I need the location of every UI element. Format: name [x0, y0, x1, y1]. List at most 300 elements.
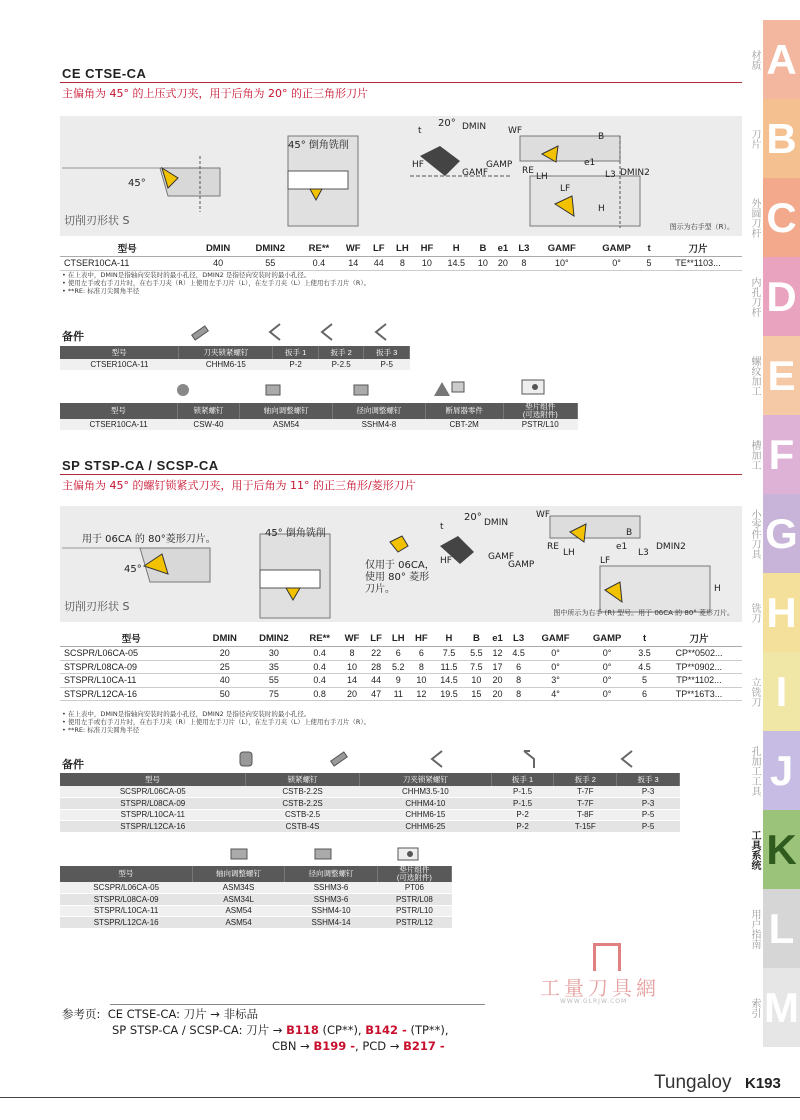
section1-diagram	[60, 116, 742, 236]
table-cell: 75	[247, 687, 301, 701]
dim-h: H	[598, 204, 605, 214]
table-row	[60, 674, 742, 688]
table-cell: CP**0502...	[656, 647, 742, 661]
angle-20-label: 20°	[438, 118, 456, 129]
tab-label: 螺纹加工	[749, 356, 760, 396]
table-cell: CSTB-2.2S	[246, 786, 360, 798]
table-row	[60, 660, 742, 674]
spec-header: e1	[493, 240, 514, 257]
table-cell: 4.5	[507, 647, 530, 661]
table-cell: CHHM6-25	[360, 821, 492, 833]
table-cell: P-2	[273, 359, 319, 371]
tab-letter: J	[763, 731, 800, 810]
dim-e1: e1	[616, 542, 628, 552]
table-cell: CTSER10CA-11	[60, 257, 195, 271]
dim-l3: L3	[638, 548, 649, 558]
table-cell: 12	[410, 687, 433, 701]
table-cell: 14.5	[433, 674, 465, 688]
spec-header: 刀片	[656, 630, 742, 647]
table-cell: P-5	[364, 359, 410, 371]
table-cell: 8	[507, 674, 530, 688]
angle-45-label: 45°	[124, 564, 142, 575]
spec-header: GAMF	[530, 630, 581, 647]
table-cell: 10	[410, 674, 433, 688]
section1-acc2-table	[60, 403, 578, 431]
table-cell: P-2.5	[318, 359, 364, 371]
table-cell: CTSER10CA-11	[60, 419, 177, 431]
table-row	[60, 647, 742, 661]
tab-b[interactable]	[744, 99, 800, 178]
tab-letter: M	[763, 968, 800, 1047]
reference-line3-mid: , PCD →	[355, 1039, 404, 1053]
acc2-header: 型号	[60, 866, 192, 882]
dim-dmin: DMIN	[462, 122, 487, 132]
table-cell: 0°	[530, 647, 581, 661]
table-cell: T-15F	[554, 821, 617, 833]
tab-e[interactable]	[744, 336, 800, 415]
spec-header: RE**	[301, 630, 339, 647]
table-row	[60, 786, 680, 798]
table-cell: T-7F	[554, 798, 617, 810]
table-cell: 0.4	[301, 660, 339, 674]
acc1-header: 刀夹锁紧螺钉	[360, 773, 492, 786]
acc1-header: 扳手 2	[554, 773, 617, 786]
table-cell: 14	[338, 674, 365, 688]
spec-header: GAMF	[535, 240, 589, 257]
table-cell: P-1.5	[491, 786, 554, 798]
tab-label: 索引	[749, 998, 760, 1018]
table-cell: 6	[387, 647, 410, 661]
tab-d[interactable]	[744, 257, 800, 336]
chipbreaker-icon	[432, 378, 466, 398]
table-cell: 0°	[581, 647, 633, 661]
table-cell: 20	[488, 687, 507, 701]
dim-l3: L3	[605, 170, 616, 180]
reference-line2-suffix: (TP**),	[406, 1023, 449, 1037]
footnote: • **RE: 标准刀尖圆角半径	[62, 726, 140, 734]
table-cell: 20	[338, 687, 365, 701]
acc1-header: 扳手 1	[273, 346, 319, 359]
table-cell: STSPR/L12CA-16	[60, 917, 192, 929]
chamfer-label: 45° 倒角铣削	[288, 140, 349, 151]
table-cell: 8	[410, 660, 433, 674]
reference-label: 参考页:	[62, 1007, 101, 1021]
reference-line3-prefix: CBN →	[272, 1039, 314, 1053]
link-b118[interactable]: B118	[286, 1023, 319, 1037]
table-cell: 5	[633, 674, 656, 688]
tab-label: 小零件刀具	[749, 509, 760, 559]
radial-screw-icon	[350, 380, 372, 400]
tab-i[interactable]	[744, 652, 800, 731]
reference-line2-prefix: SP STSP-CA / SCSP-CA: 刀片 →	[112, 1023, 287, 1037]
dim-hf: HF	[440, 556, 452, 566]
table-cell: 5.5	[465, 647, 488, 661]
table-cell: CHHM3.5-10	[360, 786, 492, 798]
table-cell: T-8F	[554, 809, 617, 821]
section1-footnotes	[62, 271, 370, 295]
table-cell: P-5	[617, 821, 680, 833]
shim-set-icon	[520, 378, 546, 398]
dim-t: t	[418, 126, 422, 136]
reference-line2-mid: (CP**),	[318, 1023, 366, 1037]
spec-header: RE**	[299, 240, 339, 257]
table-cell: PSTR/L10	[503, 419, 578, 431]
footnote: • 在上表中，DMIN是指轴向安装时的最小孔径，DMIN2 是指径向安装时的最小孔径。	[62, 710, 311, 718]
dim-wf: WF	[536, 510, 551, 520]
tab-a[interactable]	[744, 20, 800, 99]
shim-set-icon	[396, 846, 420, 862]
table-cell: 40	[195, 257, 242, 271]
tab-letter: H	[763, 573, 800, 652]
link-b142[interactable]: B142 -	[365, 1023, 407, 1037]
table-cell: 10	[473, 257, 492, 271]
table-cell: ASM54	[192, 917, 284, 929]
dim-wf: WF	[508, 126, 523, 136]
table-cell: SCSPR/L06CA-05	[60, 882, 192, 894]
wrench-2-icon	[318, 322, 336, 342]
table-cell: CHHM6-15	[360, 809, 492, 821]
section2-title: SP STSP-CA / SCSP-CA	[62, 458, 219, 473]
table-cell: STSPR/L10CA-11	[60, 905, 192, 917]
watermark-logo	[593, 943, 621, 971]
section2-caption: 切削刃形状 S	[64, 600, 130, 613]
table-cell: 10	[465, 674, 488, 688]
spec-header: 刀片	[654, 240, 742, 257]
footnote: • 在上表中，DMIN是指轴向安装时的最小孔径，DMIN2 是指径向安装时的最小孔径。	[62, 271, 311, 279]
table-cell: STSPR/L12CA-16	[60, 687, 203, 701]
dim-gamf: GAMF	[488, 552, 515, 562]
acc2-header: 径向调整螺钉	[285, 866, 377, 882]
tab-letter: F	[763, 415, 800, 494]
tab-label: 用户指南	[749, 909, 760, 949]
table-cell: STSPR/L08CA-09	[60, 660, 203, 674]
link-b199[interactable]: B199 -	[313, 1039, 356, 1053]
dim-lf: LF	[560, 184, 571, 194]
spec-header: e1	[488, 630, 507, 647]
spec-header: HF	[410, 630, 433, 647]
tab-letter: I	[763, 652, 800, 731]
tab-f[interactable]	[744, 415, 800, 494]
acc1-header: 扳手 3	[617, 773, 680, 786]
section2-footnotes	[62, 710, 370, 734]
acc2-header: 垫片组件 (可选附件)	[503, 403, 578, 419]
table-cell: 40	[203, 674, 247, 688]
dim-gamp: GAMP	[486, 160, 513, 170]
spec-header: GAMP	[581, 630, 633, 647]
table-cell: 8	[507, 687, 530, 701]
link-b217[interactable]: B217 -	[403, 1039, 445, 1053]
spec-header: t	[644, 240, 654, 257]
table-cell: 14	[339, 257, 368, 271]
table-row	[60, 821, 680, 833]
table-cell: 35	[247, 660, 301, 674]
table-cell: 10°	[535, 257, 589, 271]
table-row	[60, 257, 742, 271]
table-cell: TP**0902...	[656, 660, 742, 674]
table-cell: CTSER10CA-11	[60, 359, 179, 371]
section1-parts-label: 备件	[62, 330, 84, 343]
table-cell: P-3	[617, 786, 680, 798]
section2-parts-label: 备件	[62, 758, 84, 771]
table-row	[60, 809, 680, 821]
table-cell: TP**16T3...	[656, 687, 742, 701]
acc2-header: 轴向调整螺钉	[240, 403, 333, 419]
table-cell: 0°	[581, 674, 633, 688]
dim-lh: LH	[536, 172, 548, 182]
acc1-header: 型号	[60, 346, 179, 359]
section2-note: 图中所示为右手 (R) 型号。用于 06CA 的 80° 菱形刀片。	[553, 609, 734, 617]
spec-header: L3	[513, 240, 535, 257]
table-cell: CSTB-2.5	[246, 809, 360, 821]
table-cell: STSPR/L08CA-09	[60, 894, 192, 906]
section2-acc2-table	[60, 866, 452, 929]
table-cell: 0°	[581, 687, 633, 701]
table-cell: 7.5	[433, 647, 465, 661]
table-cell: 3°	[530, 674, 581, 688]
table-cell: ASM54	[192, 905, 284, 917]
angle-45-label: 45°	[128, 178, 146, 189]
table-cell: 47	[365, 687, 386, 701]
tab-h[interactable]	[744, 573, 800, 652]
table-cell: 55	[242, 257, 299, 271]
table-cell: P-1.5	[491, 798, 554, 810]
table-cell: STSPR/L10CA-11	[60, 809, 246, 821]
table-cell: T-7F	[554, 786, 617, 798]
dim-dmin: DMIN	[484, 518, 509, 528]
tab-l[interactable]	[744, 889, 800, 968]
angle-20-label: 20°	[464, 512, 482, 523]
table-cell: CHHM4-10	[360, 798, 492, 810]
table-row	[60, 905, 452, 917]
table-cell: 20	[488, 674, 507, 688]
footer-rule	[0, 1097, 800, 1098]
section1-note: 图示为右手型（R）。	[669, 223, 734, 231]
table-cell: CBT-2M	[425, 419, 503, 431]
tab-label: 外圆刀杆	[749, 198, 760, 238]
spec-header: H	[439, 240, 473, 257]
tab-k[interactable]	[744, 810, 800, 889]
table-cell: TP**1102...	[656, 674, 742, 688]
table-cell: SSHM3-6	[285, 882, 377, 894]
acc1-header: 扳手 3	[364, 346, 410, 359]
table-cell: 8	[390, 257, 415, 271]
table-cell: 0.4	[301, 674, 339, 688]
dim-gamp: GAMP	[508, 560, 535, 570]
table-cell: 25	[203, 660, 247, 674]
clamp-screw-icon	[190, 322, 212, 342]
tab-label: 立铣刀	[749, 677, 760, 707]
tab-g[interactable]	[744, 494, 800, 573]
table-cell: 44	[365, 674, 386, 688]
table-cell: CSTB-4S	[246, 821, 360, 833]
table-cell: 12	[488, 647, 507, 661]
table-cell: STSPR/L12CA-16	[60, 821, 246, 833]
table-cell: PSTR/L10	[377, 905, 451, 917]
acc2-header: 垫片组件 (可选附件)	[377, 866, 451, 882]
table-cell: TE**1103...	[654, 257, 742, 271]
table-cell: 19.5	[433, 687, 465, 701]
table-cell: SCSPR/L06CA-05	[60, 647, 203, 661]
table-cell: 5	[644, 257, 654, 271]
table-cell: 8	[338, 647, 365, 661]
chamfer-label: 45° 倒角铣削	[265, 528, 326, 539]
table-cell: 0.4	[301, 647, 339, 661]
acc2-header: 锁紧螺钉	[177, 403, 240, 419]
table-cell: 22	[365, 647, 386, 661]
tab-m[interactable]	[744, 968, 800, 1047]
spec-header-row	[60, 630, 742, 647]
table-cell: 30	[247, 647, 301, 661]
spec-header-row	[60, 240, 742, 257]
table-row	[60, 917, 452, 929]
wrench-3-icon	[618, 748, 636, 770]
table-cell: 5.2	[387, 660, 410, 674]
reference-rule	[110, 1004, 485, 1005]
table-cell: PSTR/L08	[377, 894, 451, 906]
spec-header: DMIN	[203, 630, 247, 647]
dim-dmin2: DMIN2	[620, 168, 650, 178]
table-cell: 15	[465, 687, 488, 701]
tab-label: 内孔刀杆	[749, 277, 760, 317]
tab-label: 工具系统	[749, 830, 760, 870]
table-cell: 4°	[530, 687, 581, 701]
table-cell: CSTB-2.2S	[246, 798, 360, 810]
table-cell: CSW-40	[177, 419, 240, 431]
table-cell: 4.5	[633, 660, 656, 674]
radial-screw-icon	[312, 846, 334, 862]
table-cell: 6	[633, 687, 656, 701]
table-cell: 55	[247, 674, 301, 688]
table-cell: 28	[365, 660, 386, 674]
table-cell: STSPR/L10CA-11	[60, 674, 203, 688]
tab-letter: E	[763, 336, 800, 415]
tab-letter: D	[763, 257, 800, 336]
table-cell: 20	[493, 257, 514, 271]
table-row	[60, 894, 452, 906]
dim-h: H	[714, 584, 721, 594]
spec-header: WF	[338, 630, 365, 647]
footnote: • **RE: 标准刀尖圆角半径	[62, 287, 140, 295]
spec-header: B	[473, 240, 492, 257]
section2-rule	[60, 474, 742, 475]
spec-header: LF	[368, 240, 391, 257]
table-row	[60, 419, 578, 431]
section2-diagram	[60, 506, 742, 622]
axial-screw-icon	[262, 380, 284, 400]
dim-b: B	[598, 132, 605, 142]
section2-spec-table	[60, 630, 742, 701]
acc1-header: 扳手 1	[491, 773, 554, 786]
section1-caption: 切削刃形状 S	[64, 214, 130, 227]
page-number: K193	[745, 1075, 781, 1092]
spec-header: LH	[387, 630, 410, 647]
table-cell: SCSPR/L06CA-05	[60, 786, 246, 798]
tab-letter: A	[763, 20, 800, 99]
dim-e1: e1	[584, 158, 596, 168]
tab-label: 刀片	[749, 129, 760, 149]
spec-header: LH	[390, 240, 415, 257]
tab-letter: L	[763, 889, 800, 968]
table-cell: ASM54	[240, 419, 333, 431]
clamp-screw-icon	[328, 748, 350, 770]
spec-header: 型号	[60, 240, 195, 257]
tab-letter: C	[763, 178, 800, 257]
acc1-header: 型号	[60, 773, 246, 786]
table-cell: P-2	[491, 821, 554, 833]
spec-header: LF	[365, 630, 386, 647]
table-cell: 44	[368, 257, 391, 271]
acc2-header: 轴向调整螺钉	[192, 866, 284, 882]
table-cell: 14.5	[439, 257, 473, 271]
table-cell: 11.5	[433, 660, 465, 674]
dim-b: B	[626, 528, 633, 538]
table-cell: STSPR/L08CA-09	[60, 798, 246, 810]
table-cell: 17	[488, 660, 507, 674]
spec-header: DMIN	[195, 240, 242, 257]
table-cell: 6	[410, 647, 433, 661]
table-row	[60, 687, 742, 701]
dim-dmin2: DMIN2	[656, 542, 686, 552]
axial-screw-icon	[228, 846, 250, 862]
acc2-header: 断屑器零件	[425, 403, 503, 419]
table-cell: SSHM4-10	[285, 905, 377, 917]
tab-label: 孔加工工具	[749, 746, 760, 796]
spec-header: L3	[507, 630, 530, 647]
footnote: • 使用左手或右手刀片时，在右手刀夹（R）上使用左手刀片（L），在左手刀夹（L）上使用右手刀片（R）。	[62, 279, 371, 287]
table-cell: PSTR/L12	[377, 917, 451, 929]
tab-j[interactable]	[744, 731, 800, 810]
acc2-header: 型号	[60, 403, 177, 419]
lock-screw-icon	[236, 748, 256, 770]
tab-c[interactable]	[744, 178, 800, 257]
tab-label: 材质	[749, 50, 760, 70]
spec-header: HF	[415, 240, 440, 257]
wrench-3-icon	[372, 322, 390, 342]
table-cell: 50	[203, 687, 247, 701]
table-cell: 10	[415, 257, 440, 271]
table-cell: 8	[513, 257, 535, 271]
06ca-only-note: 仅用于 06CA， 使用 80° 菱形 刀片。	[365, 560, 435, 595]
wrench-2-icon	[520, 748, 542, 770]
table-cell: SSHM3-6	[285, 894, 377, 906]
table-row	[60, 882, 452, 894]
table-cell: 6	[507, 660, 530, 674]
acc2-header: 径向调整螺钉	[333, 403, 426, 419]
reference-block	[62, 1006, 449, 1054]
table-cell: CHHM6-15	[179, 359, 273, 371]
table-cell: 7.5	[465, 660, 488, 674]
dim-hf: HF	[412, 160, 424, 170]
tab-letter: G	[763, 494, 800, 573]
section1-spec-table	[60, 240, 742, 271]
table-cell: 3.5	[633, 647, 656, 661]
footnote: • 使用左手或右手刀片时，在右手刀夹（R）上使用左手刀片（L），在左手刀夹（L）上使用右手刀片（R）。	[62, 718, 371, 726]
table-cell: SSHM4-14	[285, 917, 377, 929]
dim-gamf: GAMF	[462, 168, 489, 178]
table-cell: P-2	[491, 809, 554, 821]
wrench-1-icon	[266, 322, 284, 342]
spec-header: GAMP	[589, 240, 644, 257]
dim-re: RE	[547, 542, 559, 552]
table-cell: P-3	[617, 798, 680, 810]
spec-header: WF	[339, 240, 368, 257]
table-cell: 0°	[589, 257, 644, 271]
dim-lf: LF	[600, 556, 611, 566]
dim-t: t	[440, 522, 444, 532]
dim-re: RE	[522, 166, 534, 176]
table-cell: ASM34S	[192, 882, 284, 894]
table-row	[60, 798, 680, 810]
